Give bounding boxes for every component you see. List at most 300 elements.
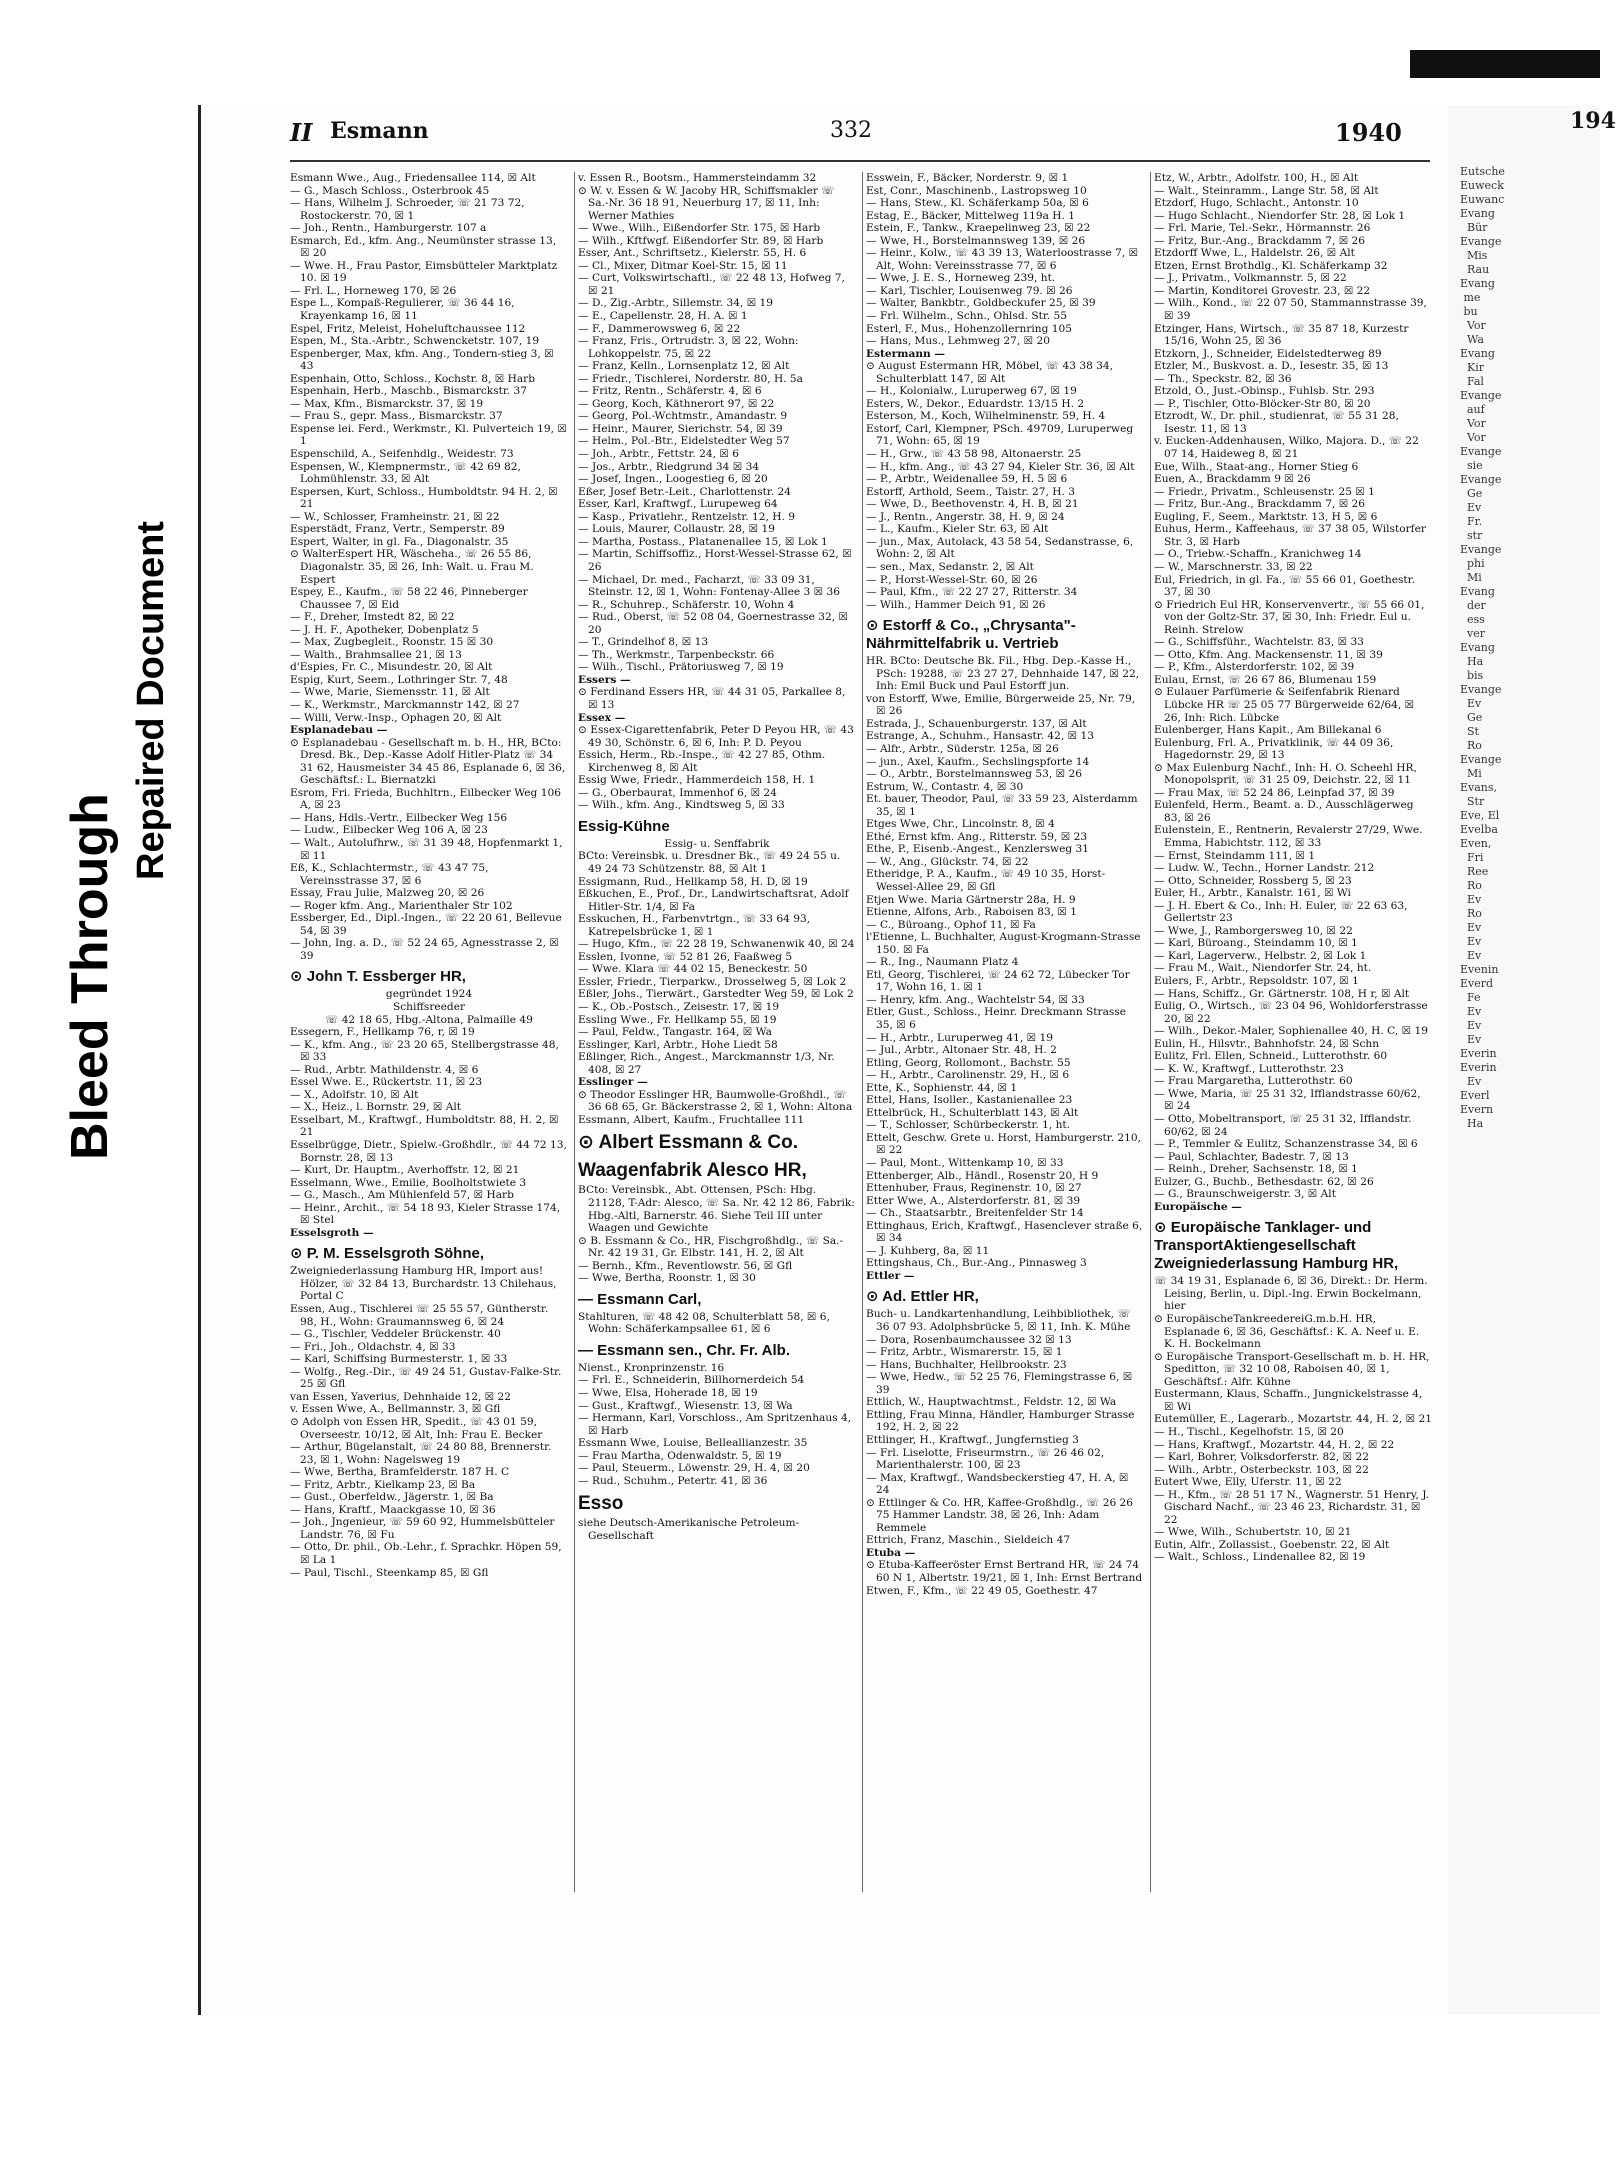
- directory-entry: Ettel, Hans, Isoller., Kastanienallee 23: [866, 1094, 1073, 1107]
- directory-entry: Espenberger, Max, kfm. Ang., Tondern-stieg 3, ☒ 43: [290, 347, 554, 373]
- directory-entry: — Joh., Arbtr., Fettstr. 24, ☒ 6: [578, 448, 739, 461]
- section-heading: Essers —: [578, 673, 631, 686]
- directory-entry: — Otto, Kfm. Ang. Mackensenstr. 11, ☒ 39: [1154, 648, 1383, 661]
- directory-entry: — D., Zig.-Arbtr., Sillemstr. 34, ☒ 19: [578, 297, 774, 310]
- directory-entry: Espey, E., Kaufm., ☏ 58 22 46, Pinneberger Chaussee 7, ☒ Eid: [290, 586, 528, 611]
- directory-entry: ⊙ Ettlinger & Co. HR, Kaffee-Großhdlg., ☏ 26 26 75 Hammer Landstr. 38, ☒ 26, Inh: Adam Remmele: [866, 1496, 1134, 1534]
- directory-entry: — K., Ob.-Postsch., Zeisestr. 17, ☒ 19: [578, 1001, 780, 1013]
- directory-entry: — G., Masch., Am Mühlenfeld 57, ☒ Harb: [290, 1189, 514, 1202]
- directory-entry: ⊙ WalterEspert HR, Wäscheha., ☏ 26 55 86, Diagonalstr. 35, ☒ 26, Inh: Walt. u. Frau M. Espert: [290, 548, 534, 586]
- directory-entry: Essmann, Albert, Kaufm., Fruchtallee 111: [578, 1113, 805, 1126]
- directory-entry: — R., Ing., Naumann Platz 4: [866, 956, 1019, 969]
- directory-entry: — Otto, Schneider, Rossberg 5, ☒ 23: [1154, 874, 1352, 887]
- directory-entry: ⊙ Etuba-Kaffeeröster Ernst Bertrand HR, ☏ 24 74 60 N 1, Albertstr. 19/21, ☒ 1, Inh: Ernst Bertrand: [866, 1559, 1143, 1584]
- directory-entry: ⊙ Europäische Transport-Gesellschaft m. b. H. HR, Speditton, ☏ 32 10 08, Raboisen 40, ☒ 1, Geschäftsf.: Alfr. Kühne: [1154, 1350, 1430, 1388]
- directory-entry: BCto: Vereinsbk., Abt. Ottensen, PSch: Hbg. 21128, T-Adr: Alesco, ☏ Sa. Nr. 42 12 86, Fabrik: Hbg.-Altl, Barnerstr. 46. Siehe Teil III unter Waagen und Gewichte: [578, 1184, 855, 1235]
- directory-entry: Ettlinger, H., Kraftwgf., Jungfernstieg 3: [866, 1433, 1079, 1446]
- section-heading: Esplanadebau —: [290, 724, 388, 737]
- directory-entry: Esslinger, Karl, Arbtr., Hohe Liedt 58: [578, 1038, 778, 1051]
- directory-entry: Euen, A., Brackdamm 9 ☒ 26: [1154, 473, 1311, 486]
- directory-entry: — jun., Axel, Kaufm., Sechslingspforte 14: [866, 755, 1090, 768]
- directory-entry: Eul, Friedrich, in gl. Fa., ☏ 55 66 01, Goethestr. 37, ☒ 30: [1154, 573, 1415, 599]
- directory-entry: — Dora, Rosenbaumchaussee 32 ☒ 13: [866, 1333, 1072, 1346]
- directory-entry: Etges Wwe, Chr., Lincolnstr. 8, ☒ 4: [866, 818, 1055, 831]
- directory-entry: — Rud., Oberst, ☏ 52 08 04, Goernestrasse 32, ☒ 20: [578, 611, 848, 636]
- directory-entry: — Georg, Pol.-Wchtmstr., Amandastr. 9: [578, 410, 788, 423]
- directory-entry: Essich, Herm., Rb.-Inspe., ☏ 42 27 85, Othm. Kirchenweg 8, ☒ Alt: [578, 749, 826, 774]
- directory-entry: — P., Horst-Wessel-Str. 60, ☒ 26: [866, 573, 1038, 586]
- advertisement-heading: ⊙ Albert Essmann & Co.: [578, 1132, 799, 1154]
- directory-entry: — Fri., Joh., Oldachstr. 4, ☒ 33: [290, 1340, 456, 1353]
- directory-entry: — Josef, Ingen., Loogestieg 6, ☒ 20: [578, 473, 768, 486]
- directory-entry: Estrum, W., Contastr. 4, ☒ 30: [866, 780, 1024, 793]
- directory-entry: — H., Tischl., Kegelhofstr. 15, ☒ 20: [1154, 1425, 1344, 1438]
- column-divider: [574, 172, 575, 1892]
- directory-entry: Buch- u. Landkartenhandlung, Leihbibliothek, ☏ 36 07 93. Adolphsbrücke 5, ☒ 11, Inh. K. Mühe: [866, 1308, 1131, 1334]
- directory-entry: — Frau Max, ☏ 52 24 86, Leinpfad 37, ☒ 39: [1154, 786, 1395, 799]
- directory-entry: Esperstädt, Franz, Vertr., Semperstr. 89: [290, 523, 505, 536]
- directory-entry: — Gust., Kraftwgf., Wiesenstr. 13, ☒ Wa: [578, 1399, 793, 1412]
- directory-entry: Essig- u. Senffabrik: [664, 837, 770, 850]
- directory-entry: — Max, Zugbegleit., Roonstr. 15 ☒ 30: [290, 636, 494, 649]
- section-heading: Esselsgroth —: [290, 1226, 374, 1239]
- directory-entry: l'Etienne, L. Buchhalter, August-Krogmann-Strasse 150. ☒ Fa: [866, 931, 1141, 956]
- advertisement-heading: ⊙ Estorff & Co., „Chrysanta"-Nährmittelfabrik u. Vertrieb: [866, 617, 1076, 653]
- directory-entry: — Hugo Schlacht., Niendorfer Str. 28, ☒ Lok 1: [1154, 209, 1406, 222]
- directory-entry: Estrange, A., Schuhm., Hansastr. 42, ☒ 13: [866, 730, 1094, 743]
- directory-entry: — O., Arbtr., Borstelmannsweg 53, ☒ 26: [866, 768, 1082, 781]
- directory-entry: gegründet 1924: [385, 988, 473, 1001]
- directory-entry: — W., Schlosser, Framheinstr. 21, ☒ 22: [290, 510, 500, 523]
- directory-entry: Est, Conr., Maschinenb., Lastropsweg 10: [866, 184, 1087, 197]
- directory-entry: — Ludw., Eilbecker Weg 106 A, ☒ 23: [290, 824, 488, 837]
- directory-entry: — Wwe, Hedw., ☏ 52 25 76, Flemingstrasse 6, ☒ 39: [866, 1371, 1133, 1396]
- directory-entry: Esterson, M., Koch, Wilhelminenstr. 59, H. 4: [866, 410, 1106, 423]
- directory-entry: Eßkuchen, E., Prof., Dr., Landwirtschaftsrat, Adolf Hitler-Str. 1/4, ☒ Fa: [578, 888, 849, 913]
- directory-entry: Etler, Gust., Schloss., Heinr. Dreckmann Strasse 35, ☒ 6: [866, 1006, 1127, 1031]
- directory-entry: — Kasp., Privatlehr., Rentzelstr. 12, H. 9: [578, 510, 795, 523]
- directory-entry: — Wilh., Kftfwgf. Eißendorfer Str. 89, ☒ Harb: [578, 234, 824, 247]
- directory-entry: Ettenberger, Alb., Händl., Rosenstr 20, H 9: [866, 1169, 1099, 1182]
- directory-entry: — Hans, Wilhelm J. Schroeder, ☏ 21 73 72, Rostockerstr. 70, ☒ 1: [290, 197, 525, 222]
- directory-entry: Esrom, Fri. Frieda, Buchhltrn., Eilbecker Weg 106 A, ☒ 23: [290, 786, 561, 812]
- directory-entry: — L., Kaufm., Kieler Str. 63, ☒ Alt: [866, 523, 1049, 536]
- directory-entry: — P., Tischler, Otto-Blöcker-Str 80, ☒ 20: [1154, 397, 1371, 410]
- directory-entry: — Bernh., Kfm., Reventlowstr. 56, ☒ Gfl: [578, 1259, 793, 1272]
- directory-entry: — Walt., Autolufhrw., ☏ 31 39 48, Hopfenmarkt 1, ☒ 11: [290, 836, 563, 862]
- directory-entry: Espense lei. Ferd., Werkmstr., Kl. Pulverteich 19, ☒ 1: [290, 422, 567, 448]
- directory-entry: v. Eucken-Addenhausen, Wilko, Majora. D., ☏ 22 07 14, Haideweg 8, ☒ 21: [1154, 435, 1419, 461]
- directory-entry: — F., Dammerowsweg 6, ☒ 22: [578, 322, 741, 335]
- directory-entry: Estorf, Carl, Klempner, PSch. 49709, Luruperweg 71, Wohn: 65, ☒ 19: [866, 422, 1134, 448]
- directory-entry: — G., Oberbaurat, Immenhof 6, ☒ 24: [578, 786, 777, 799]
- directory-entry: Eßlinger, Rich., Angest., Marckmannstr 1/3, Nr. 408, ☒ 27: [578, 1051, 835, 1076]
- directory-entry: — Karl, Bohrer, Volksdorferstr. 82, ☒ 22: [1154, 1451, 1369, 1464]
- directory-entry: Espersen, Kurt, Schloss., Humboldtstr. 94 H. 2, ☒ 21: [290, 485, 558, 511]
- directory-entry: — H., kfm. Ang., ☏ 43 27 94, Kieler Str. 36, ☒ Alt: [866, 460, 1135, 473]
- directory-entry: — T., Grindelhof 8, ☒ 13: [578, 636, 709, 649]
- directory-entry: — Arthur, Bügelanstalt, ☏ 24 80 88, Brennerstr. 23, ☒ 1, Wohn: Nagelsweg 19: [290, 1441, 552, 1466]
- directory-entry: — Kurt, Dr. Hauptm., Averhoffstr. 12, ☒ 21: [290, 1164, 520, 1177]
- directory-entry: Eulers, F., Arbtr., Repsoldstr. 107, ☒ 1: [1154, 975, 1359, 987]
- column-4: [1154, 172, 1432, 1892]
- directory-entry: siehe Deutsch-Amerikanische Petroleum-Gesellschaft: [578, 1517, 800, 1542]
- directory-entry: ☏ 42 18 65, Hbg.-Altona, Palmaille 49: [325, 1013, 533, 1026]
- directory-entry: — Paul, Kfm., ☏ 22 27 27, Ritterstr. 34: [866, 586, 1078, 599]
- directory-entry: Etzinger, Hans, Wirtsch., ☏ 35 87 18, Kurzestr 15/16, Wohn 25, ☒ 36: [1154, 322, 1409, 348]
- column-3: [866, 172, 1144, 1892]
- directory-entry: Espenhain, Otto, Schloss., Kochstr. 8, ☒ Harb: [290, 372, 536, 385]
- directory-entry: Estein, F., Tankw., Kraepelinweg 23, ☒ 22: [866, 222, 1091, 235]
- directory-entry: Esselbart, M., Kraftwgf., Humboldtstr. 88, H. 2, ☒ 21: [290, 1113, 559, 1139]
- directory-entry: — K., kfm. Ang., ☏ 23 20 65, Stellbergstrasse 48, ☒ 33: [290, 1038, 559, 1064]
- directory-entry: — Wilh., kfm. Ang., Kindtsweg 5, ☒ 33: [578, 799, 785, 812]
- directory-entry: ☏ 34 19 31, Esplanade 6, ☒ 36, Direkt.: Dr. Herm. Leising, Berlin, u. Dipl.-Ing. Erwin Bockelmann, hier: [1154, 1275, 1428, 1313]
- directory-entry: Essmann Wwe, Louise, Belleallianzestr. 35: [578, 1437, 808, 1450]
- directory-entry: Eustermann, Klaus, Schaffn., Jungnickelstrasse 4, ☒ Wi: [1154, 1388, 1423, 1413]
- directory-entry: — Wilh., Hammer Deich 91, ☒ 26: [866, 598, 1046, 611]
- directory-entry: v. Essen Wwe, A., Bellmannstr. 3, ☒ Gfl: [290, 1403, 501, 1416]
- directory-entry: — Curt, Volkswirtschaftl., ☏ 22 48 13, Hofweg 7, ☒ 21: [578, 272, 845, 297]
- directory-entry: — Martin, Konditorei Grovestr. 23, ☒ 22: [1154, 284, 1371, 297]
- directory-entry: — Franz, Kelln., Lornsenplatz 12, ☒ Alt: [578, 360, 790, 373]
- directory-entry: Esser, Karl, Kraftwgf., Lurupeweg 64: [578, 498, 778, 511]
- directory-entry: — jun., Max, Autolack, 43 58 54, Sedanstrasse, 6, Wohn: 2, ☒ Alt: [866, 535, 1134, 561]
- header-name: Esmann: [330, 118, 429, 144]
- directory-entry: — sen., Max, Sedanstr. 2, ☒ Alt: [866, 560, 1034, 573]
- directory-entry: Esswein, F., Bäcker, Norderstr. 9, ☒ 1: [866, 172, 1069, 184]
- directory-entry: — Wwe. Klara ☏ 44 02 15, Beneckestr. 50: [578, 963, 808, 976]
- directory-entry: — Wwe, Bertha, Roonstr. 1, ☒ 30: [578, 1272, 756, 1285]
- directory-entry: — Hermann, Karl, Vorschloss., Am Spritzenhaus 4, ☒ Harb: [578, 1412, 852, 1437]
- directory-entry: Eutert Wwe, Elly, Uferstr. 11, ☒ 22: [1154, 1476, 1342, 1489]
- section-heading: Estermann —: [866, 347, 946, 360]
- directory-entry: Eß, K., Schlachtermstr., ☏ 43 47 75, Vereinsstrasse 37, ☒ 6: [290, 862, 489, 887]
- directory-entry: — G., Masch Schloss., Osterbrook 45: [290, 184, 490, 197]
- directory-entry: — Paul, Schlachter, Badestr. 7, ☒ 13: [1154, 1150, 1349, 1163]
- directory-entry: Essel Wwe. E., Rückertstr. 11, ☒ 23: [290, 1076, 483, 1089]
- directory-entry: — Otto, Mobeltransport, ☏ 25 31 32, Ifflandstr. 60/62, ☒ 24: [1154, 1113, 1412, 1138]
- directory-entry: Etwen, F., Kfm., ☏ 22 49 05, Goethestr. 47: [866, 1584, 1098, 1597]
- directory-entry: von Estorff, Wwe, Emilie, Bürgerweide 25, Nr. 79, ☒ 26: [866, 692, 1136, 718]
- directory-entry: Esmarch, Ed., kfm. Ang., Neumünster strasse 13, ☒ 20: [290, 234, 557, 260]
- directory-entry: Eßler, Johs., Tierwärt., Garstedter Weg 59, ☒ Lok 2: [578, 988, 854, 1001]
- directory-entry: — Fritz, Bur.-Ang., Brackdamm 7, ☒ 26: [1154, 498, 1366, 511]
- directory-entry: Schiffsreeder: [392, 1001, 466, 1013]
- directory-entry: Espert, Walter, in gl. Fa., Diagonalstr. 35: [290, 535, 509, 548]
- directory-entry: HR. BCto: Deutsche Bk. Fil., Hbg. Dep.-Kasse H., PSch: 19288, ☏ 23 27 27, Dehnhaide 147, ☒ 22, Inh: Emil Buck und Paul Estorff jun.: [866, 655, 1140, 693]
- directory-entry: — Frau Margaretha, Lutterothstr. 60: [1154, 1075, 1353, 1088]
- directory-entry: Esskuchen, H., Farbenvtrtgn., ☏ 33 64 93, Katrepelsbrücke 1, ☒ 1: [578, 913, 811, 938]
- directory-entry: Essen, Aug., Tischlerei ☏ 25 55 57, Güntherstr. 98, H., Wohn: Graumannsweg 6, ☒ 24: [290, 1303, 549, 1328]
- directory-entry: — Franz, Fris., Ortrudstr. 3, ☒ 22, Wohn: Lohkoppelstr. 75, ☒ 22: [578, 335, 799, 360]
- directory-entry: — P., Kfm., Alsterdorferstr. 102, ☒ 39: [1154, 661, 1355, 674]
- directory-entry: — Wilh., Tischl., Prätoriusweg 7, ☒ 19: [578, 661, 784, 674]
- directory-entry: — Cl., Mixer, Ditmar Koel-Str. 15, ☒ 11: [578, 259, 788, 272]
- directory-entry: — Hugo, Kfm., ☏ 22 28 19, Schwanenwik 40, ☒ 24: [578, 938, 855, 951]
- directory-entry: ⊙ Esplanadebau - Gesellschaft m. b. H., HR, BCto: Dresd. Bk., Dep.-Kasse Adolf Hitler-Platz ☏ 34 31 62, Hausmeister 34 45 86, Esplanade 6, ☒ 36, Geschäftsf.: L. Biernatzki: [290, 736, 566, 787]
- directory-entry: Ettling, Frau Minna, Händler, Hamburger Strasse 192, H. 2, ☒ 22: [866, 1408, 1135, 1434]
- directory-entry: — Th., Werkmstr., Tarpenbeckstr. 66: [578, 648, 775, 661]
- column-divider: [862, 172, 863, 1892]
- directory-entry: — Alfr., Arbtr., Süderstr. 125a, ☒ 26: [866, 742, 1059, 755]
- directory-entry: — Wwe, D., Beethovenstr. 4, H. B, ☒ 21: [866, 498, 1079, 511]
- directory-entry: Eulin, H., Hilsvtr., Bahnhofstr. 24, ☒ Schn: [1154, 1037, 1380, 1050]
- directory-entry: — Wilh., Arbtr., Osterbeckstr. 103, ☒ 22: [1154, 1463, 1369, 1476]
- directory-entry: — John, Ing. a. D., ☏ 52 24 65, Agnesstrasse 2, ☒ 39: [290, 937, 559, 962]
- directory-entry: — Frl. Marie, Tel.-Sekr., Hörmannstr. 26: [1154, 222, 1371, 235]
- adjacent-page-fragments: Eutsche Euweck Euwanc Evang Bür Evange Mis Rau Evang me bu Vor Wa Evang Kir Fal Evange auf Vor Vor Evange sie Evange Ge Ev Fr. str Evange phi Mi Evang der ess ver Evang Ha bis Evange Ev Ge St Ro Evange Mi Evans, Str Eve, El Evelba Even, Fri Ree Ro Ev Ro Ev Ev Ev Evenin Everd Fe Ev Ev Ev Everin Everin Ev Everl Evern Ha: [1460, 165, 1505, 1130]
- directory-entry: — Wwe, Elsa, Hoherade 18, ☒ 19: [578, 1387, 758, 1400]
- directory-entry: — H., Kfm., ☏ 28 51 17 N., Wagnerstr. 51 Henry, J. Gischard Nachf., ☏ 23 46 23, Richardstr. 31, ☒ 22: [1154, 1488, 1430, 1526]
- directory-entry: Zweigniederlassung Hamburg HR, Import aus! Hölzer, ☏ 32 84 13, Burchardstr. 13 Chilehaus, Portal C: [290, 1265, 557, 1303]
- section-heading: Esslinger —: [578, 1076, 648, 1089]
- directory-entry: — Frl. Wilhelm., Schn., Ohlsd. Str. 55: [866, 310, 1068, 323]
- directory-entry: — Wwe, H., Borstelmannsweg 139, ☒ 26: [866, 234, 1086, 247]
- directory-entry: ⊙ Eulauer Parfümerie & Seifenfabrik Rienard Lübcke HR ☏ 25 05 77 Bürgerweide 62/64, ☒ 26, Inh: Rich. Lübcke: [1154, 686, 1415, 724]
- directory-entry: — Hans, Stew., Kl. Schäferkamp 50a, ☒ 6: [866, 197, 1089, 210]
- top-margin: [0, 0, 1600, 50]
- directory-entry: — Heinr., Maurer, Sierichstr. 54, ☒ 39: [578, 422, 783, 435]
- directory-entry: Etheridge, P. A., Kaufm., ☏ 49 10 35, Horst-Wessel-Allee 29, ☒ Gfl: [866, 868, 1106, 893]
- directory-entry: Esmann Wwe., Aug., Friedensallee 114, ☒ Alt: [290, 172, 536, 184]
- advertisement-heading: Esso: [578, 1493, 624, 1515]
- directory-entry: — Hans, Mus., Lehmweg 27, ☒ 20: [866, 335, 1050, 348]
- directory-entry: Essling Wwe., Fr. Hellkamp 55, ☒ 19: [578, 1013, 777, 1026]
- directory-entry: Etienne, Alfons, Arb., Raboisen 83, ☒ 1: [866, 906, 1078, 919]
- directory-entry: — Rud., Schuhm., Petertr. 41, ☒ 36: [578, 1474, 768, 1487]
- directory-entry: Eulig, O., Wirtsch., ☏ 23 04 96, Wohldorferstrasse 20, ☒ 22: [1154, 1000, 1428, 1025]
- directory-entry: BCto: Vereinsbk. u. Dresdner Bk., ☏ 49 24 55 u. 49 24 73 Schützenstr. 88, ☒ Alt 1: [578, 850, 841, 875]
- directory-entry: ⊙ August Estermann HR, Möbel, ☏ 43 38 34, Schulterblatt 147, ☒ Alt: [866, 360, 1114, 385]
- directory-entry: — Frl. E., Schneiderin, Billhornerdeich 54: [578, 1374, 805, 1387]
- directory-entry: Espensen, W., Klempnermstr., ☏ 42 69 82, Lohmühlenstr. 33, ☒ Alt: [290, 460, 521, 486]
- directory-entry: — Fritz, Bur.-Ang., Brackdamm 7, ☒ 26: [1154, 234, 1366, 247]
- header-year: 1940: [1335, 118, 1402, 147]
- directory-entry: Eulenstein, E., Rentnerin, Revalerstr 27/29, Wwe. Emma, Habichtstr. 112, ☒ 33: [1154, 824, 1423, 849]
- directory-entry: Etz, W., Arbtr., Adolfstr. 100, H., ☒ Alt: [1154, 172, 1359, 184]
- directory-entry: — Wwe. H., Frau Pastor, Eimsbütteler Marktplatz 10. ☒ 19: [290, 259, 558, 285]
- directory-entry: — G., Schiffsführ., Wachtelstr. 83, ☒ 33: [1154, 636, 1364, 649]
- directory-entry: — P., Arbtr., Weidenallee 59, H. 5 ☒ 6: [866, 473, 1068, 486]
- directory-entry: Eugling, F., Seem., Marktstr. 13, H 5, ☒ 6: [1154, 510, 1378, 523]
- directory-entry: Eue, Wilh., Staat-ang., Horner Stieg 6: [1154, 460, 1359, 473]
- directory-entry: — Louis, Maurer, Collaustr. 28, ☒ 19: [578, 523, 775, 536]
- directory-entry: ⊙ Max Eulenburg Nachf., Inh: H. O. Scheehl HR, Monopolsprit, ☏ 31 25 09, Deichstr. 22, ☒ 11: [1154, 761, 1417, 787]
- directory-entry: — Wwe, Bertha, Bramfelderstr. 187 H. C: [290, 1466, 510, 1479]
- directory-entry: Essay, Frau Julie, Malzweg 20, ☒ 26: [290, 887, 485, 900]
- directory-entry: Espenhain, Herb., Maschb., Bismarckstr. 37: [290, 385, 528, 398]
- directory-entry: — Karl, Schiffsing Burmesterstr. 1, ☒ 33: [290, 1353, 508, 1366]
- directory-entry: — Wilh., Dekor.-Maler, Sophienallee 40, H. C, ☒ 19: [1154, 1025, 1428, 1038]
- directory-entry: Ettinghaus, Erich, Kraftwgf., Hasenclever straße 6, ☒ 34: [866, 1219, 1143, 1245]
- directory-entry: Eutin, Alfr., Zollassist., Goebenstr. 22, ☒ Alt: [1154, 1538, 1390, 1551]
- directory-entry: Espen, M., Sta.-Arbtr., Schwencketstr. 107, 19: [290, 335, 540, 348]
- directory-entry: — Walt., Schloss., Lindenallee 82, ☒ 19: [1154, 1551, 1366, 1564]
- directory-entry: ⊙ Friedrich Eul HR, Konservenvertr., ☏ 55 66 01, von der Goltz-Str. 37, ☒ 30, Inh: Friedr. Eul u. Reinh. Strelow: [1154, 598, 1425, 636]
- directory-entry: Esters, W., Dekor., Eduardstr. 13/15 H. 2: [866, 397, 1085, 410]
- directory-entry: Etzler, M., Buskvost. a. D., Iesestr. 35, ☒ 13: [1154, 360, 1389, 373]
- directory-entry: — Frl. L., Horneweg 170, ☒ 26: [290, 284, 457, 297]
- directory-entry: Ettlich, W., Hauptwachtmst., Feldstr. 12, ☒ Wa: [866, 1396, 1117, 1409]
- directory-entry: — Wwe, Maria, ☏ 25 31 32, Ifflandstrasse 60/62, ☒ 24: [1154, 1087, 1421, 1113]
- directory-entry: — E., Capellenstr. 28, H. A. ☒ 1: [578, 310, 748, 323]
- black-edge-tab: [1410, 50, 1600, 78]
- column-1: [290, 172, 568, 1892]
- column-2: [578, 172, 856, 1892]
- directory-entry: — H., Arbtr., Carolinenstr. 29, H., ☒ 6: [866, 1069, 1070, 1082]
- directory-entry: ⊙ EuropäischeTankreedereiG.m.b.H. HR, Esplanade 6, ☒ 36, Geschäftsf.: K. A. Neef u. E. K. H. Bockelmann: [1154, 1313, 1420, 1351]
- section-heading: Essex —: [578, 711, 626, 724]
- directory-entry: — Reinh., Dreher, Sachsenstr. 18, ☒ 1: [1154, 1163, 1358, 1176]
- directory-entry: — Jul., Arbtr., Altonaer Str. 48, H. 2: [866, 1044, 1057, 1057]
- directory-entry: — R., Schuhrep., Schäferstr. 10, Wohn 4: [578, 598, 795, 611]
- directory-entry: — Wwe, Wilh., Schubertstr. 10, ☒ 21: [1154, 1526, 1352, 1539]
- directory-entry: — Walter, Bankbtr., Goldbeckufer 25, ☒ 39: [866, 297, 1096, 310]
- directory-entry: Etling, Georg, Rollomont., Bachstr. 55: [866, 1056, 1071, 1069]
- directory-entry: — Roger kfm. Ang., Marienthaler Str 102: [290, 899, 513, 912]
- directory-entry: Etzold, O., Just.-Obinsp., Fuhlsb. Str. 293: [1154, 385, 1375, 398]
- directory-entry: Ethe, P., Eisenb.-Angest., Kenzlersweg 31: [866, 843, 1090, 856]
- directory-entry: — Fritz, Arbtr., Wismarerstr. 15, ☒ 1: [866, 1346, 1063, 1359]
- page-number: 332: [830, 118, 872, 143]
- directory-entry: Ettelbrück, H., Schulterblatt 143, ☒ Alt: [866, 1106, 1079, 1119]
- directory-entry: Estorff, Arthold, Seem., Taistr. 27, H. 3: [866, 485, 1075, 498]
- directory-entry: Eulenfeld, Herm., Beamt. a. D., Ausschlägerweg 83, ☒ 26: [1154, 799, 1414, 824]
- directory-entry: ⊙ Theodor Esslinger HR, Baumwolle-Großhdl., ☏ 36 68 65, Gr. Bäckerstrasse 2, ☒ 1, Wohn: Altona: [578, 1088, 853, 1114]
- directory-entry: Espe L., Kompaß-Regulierer, ☏ 36 44 16, Krayenkamp 16, ☒ 11: [290, 297, 515, 323]
- directory-entry: Et. bauer, Theodor, Paul, ☏ 33 59 23, Alsterdamm 35, ☒ 1: [866, 793, 1138, 818]
- directory-entry: Ettelt, Geschw. Grete u. Horst, Hamburgerstr. 210, ☒ 22: [866, 1131, 1142, 1157]
- directory-entry: Ettingshaus, Ch., Bur.-Ang., Pinnasweg 3: [866, 1257, 1087, 1270]
- section-heading: Europäische —: [1154, 1200, 1242, 1213]
- directory-entry: Ettrich, Franz, Maschin., Sieldeich 47: [866, 1534, 1071, 1547]
- directory-entry: — Wwe, Marie, Siemensstr. 11, ☒ Alt: [290, 686, 490, 699]
- directory-entry: Etl, Georg, Tischlerei, ☏ 24 62 72, Lübecker Tor 17, Wohn 16, 1. ☒ 1: [866, 968, 1130, 994]
- directory-entry: Etzdorff Wwe, L., Haldelstr. 26, ☒ Alt: [1154, 247, 1355, 260]
- adjacent-page-edge: [1448, 105, 1600, 2015]
- directory-entry: Esser, Ant., Schriftsetz., Kielerstr. 55, H. 6: [578, 247, 807, 260]
- directory-entry: — Paul, Mont., Wittenkamp 10, ☒ 33: [866, 1157, 1064, 1170]
- directory-entry: — F., Dreher, Imstedt 82, ☒ 22: [290, 611, 455, 624]
- directory-entry: Etzdorf, Hugo, Schlacht., Antonstr. 10: [1154, 197, 1359, 210]
- directory-entry: Ethé, Ernst kfm. Ang., Ritterstr. 59, ☒ 23: [866, 830, 1088, 843]
- directory-entry: Ettenhuber, Fraus, Reginenstr. 10, ☒ 27: [866, 1182, 1082, 1195]
- directory-entry: — Frau M., Wait., Niendorfer Str. 24, ht.: [1154, 962, 1372, 975]
- directory-entry: — Wwe, J. E. S., Horneweg 239, ht.: [866, 272, 1056, 285]
- directory-entry: Nienst., Kronprinzenstr. 16: [578, 1361, 725, 1374]
- directory-entry: Eßer, Josef Betr.-Leit., Charlottenstr. 24: [578, 485, 792, 498]
- header-section: II: [290, 118, 313, 147]
- advertisement-heading: — Essmann sen., Chr. Fr. Alb.: [578, 1341, 790, 1359]
- directory-entry: Stahlturen, ☏ 48 42 08, Schulterblatt 58, ☒ 6, Wohn: Schäferkampsallee 61, ☒ 6: [578, 1310, 830, 1336]
- directory-entry: ⊙ B. Essmann & Co., HR, Fischgroßhdlg., ☏ Sa.-Nr. 42 19 31, Gr. Elbstr. 141, H. 2, ☒ Alt: [578, 1234, 844, 1260]
- directory-entry: — Ludw. W., Techn., Horner Landstr. 212: [1154, 862, 1375, 875]
- directory-entry: v. Essen R., Bootsm., Hammersteindamm 32: [578, 172, 817, 184]
- directory-entry: ⊙ Adolph von Essen HR, Spedit., ☏ 43 01 59, Overseestr. 10/12, ☒ Alt, Inh: Frau E. Becker: [290, 1415, 543, 1441]
- directory-entry: Etzrodt, W., Dr. phil., studienrat, ☏ 55 31 28, Isestr. 11, ☒ 13: [1154, 410, 1399, 435]
- directory-entry: — Heinr., Kolw., ☏ 43 39 13, Waterloostrasse 7, ☒ Alt, Wohn: Vereinsstrasse 77, ☒ 6: [866, 247, 1139, 272]
- directory-entry: Espig, Kurt, Seem., Lothringer Str. 7, 48: [290, 673, 508, 686]
- directory-entry: ⊙ Essex-Cigarettenfabrik, Peter D Peyou HR, ☏ 43 49 30, Schönstr. 6, ☒ 6, Inh: P. D. Peyou: [578, 724, 854, 749]
- directory-entry: Essegern, F., Hellkamp 76, r, ☒ 19: [290, 1026, 475, 1039]
- directory-entry: — K. W., Kraftwgf., Lutterothstr. 23: [1154, 1062, 1344, 1075]
- directory-entry: — Frau S., gepr. Mass., Bismarckstr. 37: [290, 410, 503, 423]
- directory-entry: — Hans, Buchhalter, Hellbrookstr. 23: [866, 1358, 1067, 1371]
- directory-entry: — Martha, Postass., Platanenallee 15, ☒ Lok 1: [578, 535, 828, 548]
- directory-entry: — Michael, Dr. med., Facharzt, ☏ 33 09 31, Steinstr. 12, ☒ 1, Wohn: Fontenay-Allee 3 ☒ 36: [578, 573, 840, 599]
- directory-entry: — X., Adolfstr. 10, ☒ Alt: [290, 1088, 419, 1101]
- directory-entry: Euhus, Herm., Kaffeehaus, ☏ 37 38 05, Wilstorfer Str. 3, ☒ Harb: [1154, 523, 1426, 548]
- advertisement-heading: ⊙ Ad. Ettler HR,: [866, 1288, 979, 1306]
- directory-entry: — Rud., Arbtr. Mathildenstr. 4, ☒ 6: [290, 1063, 479, 1076]
- directory-entry: — Max, Kfm., Bismarckstr. 37, ☒ 19: [290, 397, 484, 410]
- directory-entry: — W., Marschnerstr. 33, ☒ 22: [1154, 560, 1313, 573]
- directory-entry: — H., Kolonialw., Luruperweg 67, ☒ 19: [866, 385, 1077, 398]
- directory-entry: Etzen, Ernst Brothdlg., Kl. Schäferkamp 32: [1154, 259, 1388, 272]
- directory-entry: d'Espies, Fr. C., Misundestr. 20, ☒ Alt: [290, 661, 493, 674]
- directory-entry: Essberger, Ed., Dipl.-Ingen., ☏ 22 20 61, Bellevue 54, ☒ 39: [290, 912, 562, 937]
- label-bleed-through: Bleed Through: [61, 793, 119, 1160]
- directory-entry: — Max, Kraftwgf., Wandsbeckerstieg 47, H. A, ☒ 24: [866, 1471, 1129, 1497]
- directory-entry: — J. Kuhberg, 8a, ☒ 11: [866, 1244, 990, 1257]
- section-heading: Etuba —: [866, 1546, 916, 1559]
- directory-entry: — Wilh., Kond., ☏ 22 07 50, Stammannstrasse 39, ☒ 39: [1154, 297, 1427, 323]
- directory-entry: Estag, E., Bäcker, Mittelweg 119a H. 1: [866, 209, 1075, 222]
- column-divider: [1150, 172, 1151, 1892]
- directory-entry: van Essen, Yaverius, Dehnhaide 12, ☒ 22: [290, 1390, 512, 1403]
- adjacent-page-year: 194: [1570, 108, 1616, 134]
- directory-entry: — H., Arbtr., Luruperweg 41, ☒ 19: [866, 1031, 1053, 1044]
- directory-entry: Esselmann, Wwe., Emilie, Boolholtstwiete 3: [290, 1176, 527, 1189]
- directory-entry: Euler, H., Arbtr., Kanalstr. 161, ☒ Wi: [1154, 887, 1351, 900]
- directory-entry: — Frau Martha, Odenwaldstr. 5, ☒ 19: [578, 1449, 782, 1462]
- directory-entry: — Joh., Jngenieur, ☏ 59 60 92, Hummelsbütteler Landstr. 76, ☒ Fu: [290, 1516, 555, 1541]
- directory-entry: — Ch., Staatsarbtr., Breitenfelder Str 14: [866, 1207, 1084, 1220]
- directory-entry: — Martin, Schiffsoffiz., Horst-Wessel-Strasse 62, ☒ 26: [578, 548, 852, 573]
- directory-entry: — Otto, Dr. phil., Ob.-Lehr., f. Sprachkr. Höpen 59, ☒ La 1: [290, 1541, 562, 1566]
- directory-entry: Eulenberger, Hans Kapit., Am Billekanal 6: [1154, 724, 1382, 737]
- directory-entry: — Hans, Kraftf., Maackgasse 10, ☒ 36: [290, 1503, 496, 1516]
- directory-entry: — Gust., Oberfeldw., Jägerstr. 1, ☒ Ba: [290, 1491, 494, 1504]
- section-heading: Ettler —: [866, 1269, 915, 1282]
- directory-entry: Eulitz, Frl. Ellen, Schneid., Lutterothstr. 60: [1154, 1050, 1388, 1063]
- directory-entry: — G., Tischler, Veddeler Brückenstr. 40: [290, 1328, 501, 1341]
- directory-entry: — Paul, Steuerm., Löwenstr. 29, H. 4, ☒ 20: [578, 1462, 810, 1475]
- directory-entry: Esselbrügge, Dietr., Spielw.-Großhdlr., ☏ 44 72 13, Bornstr. 28, ☒ 13: [290, 1139, 567, 1164]
- directory-entry: — C., Büroang., Ophof 11, ☒ Fa: [866, 918, 1036, 931]
- directory-entry: — K., Werkmstr., Marckmannstr 142, ☒ 27: [290, 698, 520, 711]
- directory-entry: Esslen, Ivonne, ☏ 52 81 26, Faaßweg 5: [578, 950, 793, 963]
- directory-entry: — J., Privatm., Volkmannstr. 5, ☒ 22: [1154, 272, 1347, 285]
- directory-entry: Eulenburg, Frl. A., Privatklinik, ☏ 44 09 36, Hagedornstr. 29, ☒ 13: [1154, 736, 1394, 762]
- directory-entry: — Joh., Rentn., Hamburgerstr. 107 a: [290, 222, 487, 235]
- directory-entry: — Henry, kfm. Ang., Wachtelstr 54, ☒ 33: [866, 993, 1085, 1006]
- directory-entry: — Paul, Tischl., Steenkamp 85, ☒ Gfl: [290, 1566, 489, 1579]
- directory-entry: — Hans, Hdls.-Vertr., Eilbecker Weg 156: [290, 811, 508, 824]
- directory-entry: — Hans, Schiffz., Gr. Gärtnerstr. 108, H r, ☒ Alt: [1154, 987, 1410, 1000]
- directory-entry: — Friedr., Tischlerei, Norderstr. 80, H. 5a: [578, 372, 803, 385]
- directory-entry: — Karl, Lagerverw., Helbstr. 2, ☒ Lok 1: [1154, 949, 1367, 962]
- directory-entry: Espenschild, A., Seifenhdlg., Weidestr. 73: [290, 448, 514, 461]
- directory-entry: Eutemüller, E., Lagerarb., Mozartstr. 44, H. 2, ☒ 21: [1154, 1413, 1432, 1426]
- advertisement-heading: ⊙ P. M. Esselsgroth Söhne,: [290, 1245, 485, 1263]
- directory-entry: — Walt., Steinramm., Lange Str. 58, ☒ Alt: [1154, 184, 1379, 197]
- label-repaired-document: Repaired Document: [130, 521, 172, 880]
- directory-entry: — Frl. Liselotte, Friseurmstrn., ☏ 26 46 02, Marienthalerstr. 100, ☒ 23: [866, 1446, 1105, 1472]
- directory-entry: — G., Braunschweigerstr. 3, ☒ Alt: [1154, 1188, 1336, 1201]
- directory-entry: Essigmann, Rud., Hellkamp 58, H. D, ☒ 19: [578, 875, 808, 888]
